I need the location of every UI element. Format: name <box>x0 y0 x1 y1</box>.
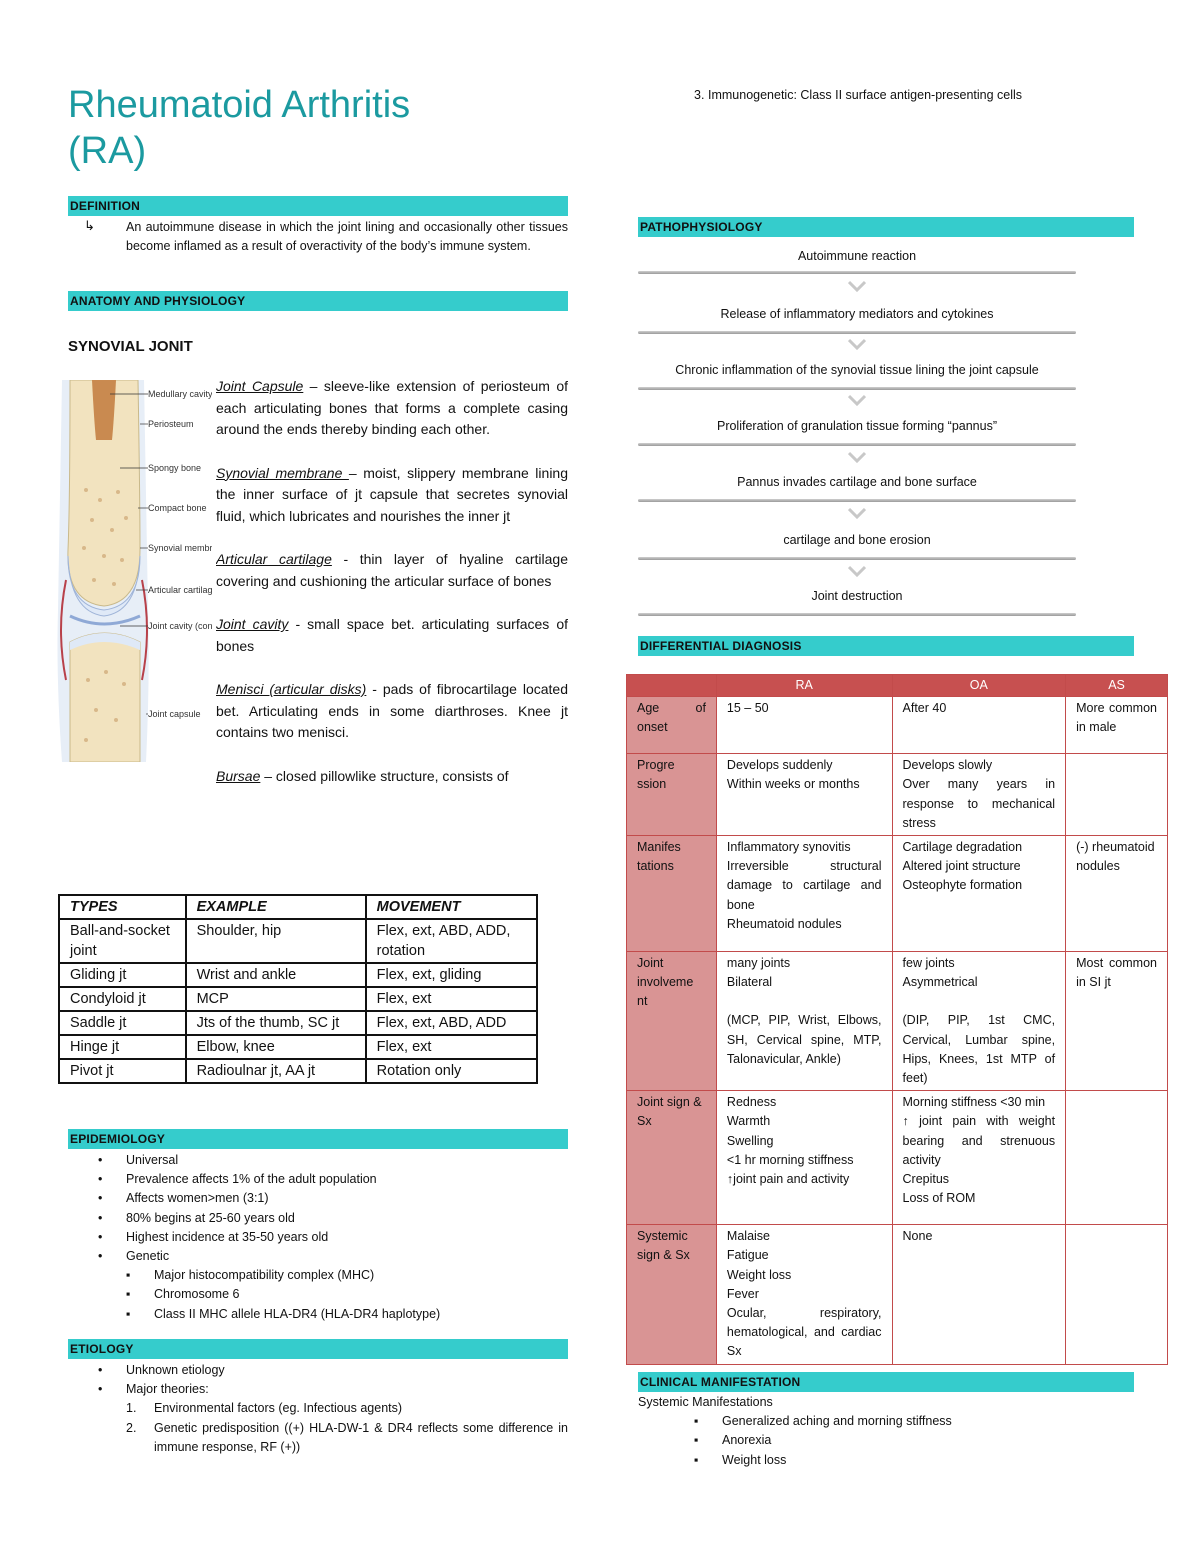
table-row: Condyloid jt MCP Flex, ext <box>59 987 537 1011</box>
col-header-oa: OA <box>892 675 1066 697</box>
flow-step: Release of inflammatory mediators and cytokines <box>720 307 994 321</box>
term-joint-capsule: Joint Capsule – sleeve-like extension of periosteum of each articulating bones that forms a complete casing around the ends thereby binding each other. <box>216 378 568 437</box>
row-label: Systemic sign & Sx <box>627 1225 717 1364</box>
term-bursae: Bursae – closed pillowlike structure, consists of <box>216 767 509 784</box>
term-articular-cartilage: Articular cartilage - thin layer of hyaline cartilage covering and cushioning the articular surface of bones <box>216 551 568 589</box>
clinical-list <box>638 1393 1134 1470</box>
col-header-ra: RA <box>716 675 892 697</box>
etiology-list <box>68 1361 568 1457</box>
term-menisci: Menisci (articular disks) - pads of fibrocartilage located bet. Articulating ends in some diarthroses. Knee jt contains two menisci. <box>216 681 568 740</box>
list-item: • Prevalence affects 1% of the adult population <box>68 1170 568 1189</box>
theory-item: 2. Genetic predisposition ((+) HLA-DW-1 & DR4 reflects some difference in immune response, RF (+)) <box>126 1420 568 1454</box>
chevron-down-icon <box>848 565 866 579</box>
flow-divider <box>638 613 1076 616</box>
row-label: Progre ssion <box>627 754 717 836</box>
table-row: Hinge jt Elbow, knee Flex, ext <box>59 1035 537 1059</box>
flow-step: Autoimmune reaction <box>797 249 917 263</box>
table-header-row <box>59 895 537 919</box>
table-row: Systemic sign & Sx Malaise Fatigue Weight loss Fever Ocular, respiratory, hematological, and cardiac Sx None <box>627 1225 1168 1364</box>
arrow-bullet-icon: ↳ <box>84 218 95 233</box>
flow-divider <box>638 443 1076 446</box>
table-row: Ball-and-socket joint Shoulder, hip Flex, ext, ABD, ADD, rotation <box>59 919 537 963</box>
joint-types-table <box>58 894 538 1084</box>
theory-item: 1. Environmental factors (eg. Infectious agents) <box>126 1401 403 1416</box>
col-header-movement: MOVEMENT <box>366 895 537 919</box>
definition-text: An autoimmune disease in which the joint lining and occasionally other tissues become inflamed as a result of overactivity of the body’s immune system. <box>126 220 568 253</box>
row-label: Joint involveme nt <box>627 952 717 1091</box>
label-spongy-bone: Spongy bone <box>148 463 202 473</box>
definition-block <box>68 218 568 256</box>
list-item: ▪ Weight loss <box>636 1451 1134 1470</box>
list-item: • Genetic <box>68 1247 568 1266</box>
clinical-header: CLINICAL MANIFESTATION <box>638 1372 1134 1392</box>
row-label: Age of onset <box>627 697 717 754</box>
label-periosteum: Periosteum <box>148 419 194 429</box>
etiology-continued <box>638 86 1138 105</box>
table-row: Progre ssion Develops suddenly Within weeks or months Develops slowly Over many years in response to mechanical stress <box>627 754 1168 836</box>
anatomy-terms <box>216 376 568 874</box>
list-item: • Affects women>men (3:1) <box>68 1189 568 1208</box>
list-item: • Unknown etiology <box>68 1361 568 1380</box>
list-sub-item: ▪ Chromosome 6 <box>68 1285 568 1304</box>
label-articular-cartilage: Articular cartilage <box>148 585 212 595</box>
flow-step: Chronic inflammation of the synovial tissue lining the joint capsule <box>675 363 1039 377</box>
flow-step: cartilage and bone erosion <box>783 533 931 547</box>
pathophysiology-header: PATHOPHYSIOLOGY <box>638 217 1134 237</box>
table-row: Pivot jt Radioulnar jt, AA jt Rotation only <box>59 1059 537 1083</box>
list-item: • 80% begins at 25-60 years old <box>68 1209 568 1228</box>
page-title: Rheumatoid Arthritis (RA) <box>68 84 411 172</box>
joint-illustration <box>56 380 212 762</box>
flow-divider <box>638 271 1076 274</box>
table-row: Age of onset 15 – 50 After 40 More common in male <box>627 697 1168 754</box>
list-sub-item: ▪ Class II MHC allele HLA-DR4 (HLA-DR4 haplotype) <box>68 1305 568 1324</box>
table-row: Joint involveme nt many joints Bilateral (MCP, PIP, Wrist, Elbows, SH, Cervical spine, MTP, Talonavicular, Ankle) few joints Asymmetrical (DIP, PIP, 1st CMC, Cervical, Lumbar spine, Hips, Knees, 1st MTP of feet) Most common in SI jt <box>627 952 1168 1091</box>
row-label: Manifes tations <box>627 836 717 952</box>
chevron-down-icon <box>848 280 866 294</box>
chevron-down-icon <box>848 394 866 408</box>
row-label: Joint sign & Sx <box>627 1091 717 1225</box>
flow-step: Joint destruction <box>811 589 903 603</box>
chevron-down-icon <box>848 507 866 521</box>
col-header-example: EXAMPLE <box>186 895 366 919</box>
flow-divider <box>638 499 1076 502</box>
term-joint-cavity: Joint cavity - small space bet. articulating surfaces of bones <box>216 616 568 654</box>
epidemiology-list <box>68 1151 568 1324</box>
list-item: ▪ Generalized aching and morning stiffness <box>636 1412 1134 1431</box>
list-item: • Major theories: <box>68 1380 568 1399</box>
flow-divider <box>638 331 1076 334</box>
term-synovial-membrane: Synovial membrane – moist, slippery membrane lining the inner surface of jt capsule that secretes synovial fluid, which lubricates and nourishes the inner jt <box>216 464 568 524</box>
theory-item: 3. Immunogenetic: Class II surface antigen-presenting cells <box>694 88 1023 102</box>
label-synovial-membrane: Synovial membr <box>148 543 212 553</box>
anatomy-header: ANATOMY AND PHYSIOLOGY <box>68 291 568 311</box>
list-item: • Universal <box>68 1151 568 1170</box>
clinical-subheader: Systemic Manifestations <box>638 1395 773 1409</box>
flow-divider <box>638 557 1076 560</box>
list-sub-item: ▪ Major histocompatibility complex (MHC) <box>68 1266 568 1285</box>
chevron-down-icon <box>848 338 866 352</box>
label-medullary-cavity: Medullary cavity <box>148 389 212 399</box>
list-item: • Highest incidence at 35-50 years old <box>68 1228 568 1247</box>
table-row: Saddle jt Jts of the thumb, SC jt Flex, ext, ABD, ADD <box>59 1011 537 1035</box>
table-row: Joint sign & Sx Redness Warmth Swelling <1 hr morning stiffness ↑joint pain and activity Morning stiffness <30 min ↑ joint pain with weight bearing and strenuous activity Crepitus Loss of ROM <box>627 1091 1168 1225</box>
col-header-as: AS <box>1066 675 1168 697</box>
flow-step: Proliferation of granulation tissue forming “pannus” <box>716 419 997 433</box>
definition-header: DEFINITION <box>68 196 568 216</box>
epidemiology-header: EPIDEMIOLOGY <box>68 1129 568 1149</box>
flow-divider <box>638 387 1076 390</box>
etiology-header: ETIOLOGY <box>68 1339 568 1359</box>
synovial-joint-title: SYNOVIAL JONIT <box>68 338 193 355</box>
table-row: Gliding jt Wrist and ankle Flex, ext, gliding <box>59 963 537 987</box>
label-joint-cavity: Joint cavity (con <box>148 621 212 631</box>
synovial-joint-diagram <box>56 380 212 762</box>
table-header-row <box>627 675 1168 697</box>
flow-step: Pannus invades cartilage and bone surface <box>737 475 977 489</box>
chevron-down-icon <box>848 451 866 465</box>
table-row: Manifes tations Inflammatory synovitis Irreversible structural damage to cartilage and bone Rheumatoid nodules Cartilage degradation Altered joint structure Osteophyte formation (-) rheumatoid nodules <box>627 836 1168 952</box>
label-joint-capsule: Joint capsule <box>148 709 201 719</box>
differential-table <box>626 674 1168 1365</box>
list-item: ▪ Anorexia <box>636 1431 1134 1450</box>
label-compact-bone: Compact bone <box>148 503 207 513</box>
differential-header: DIFFERENTIAL DIAGNOSIS <box>638 636 1134 656</box>
col-header-types: TYPES <box>59 895 186 919</box>
